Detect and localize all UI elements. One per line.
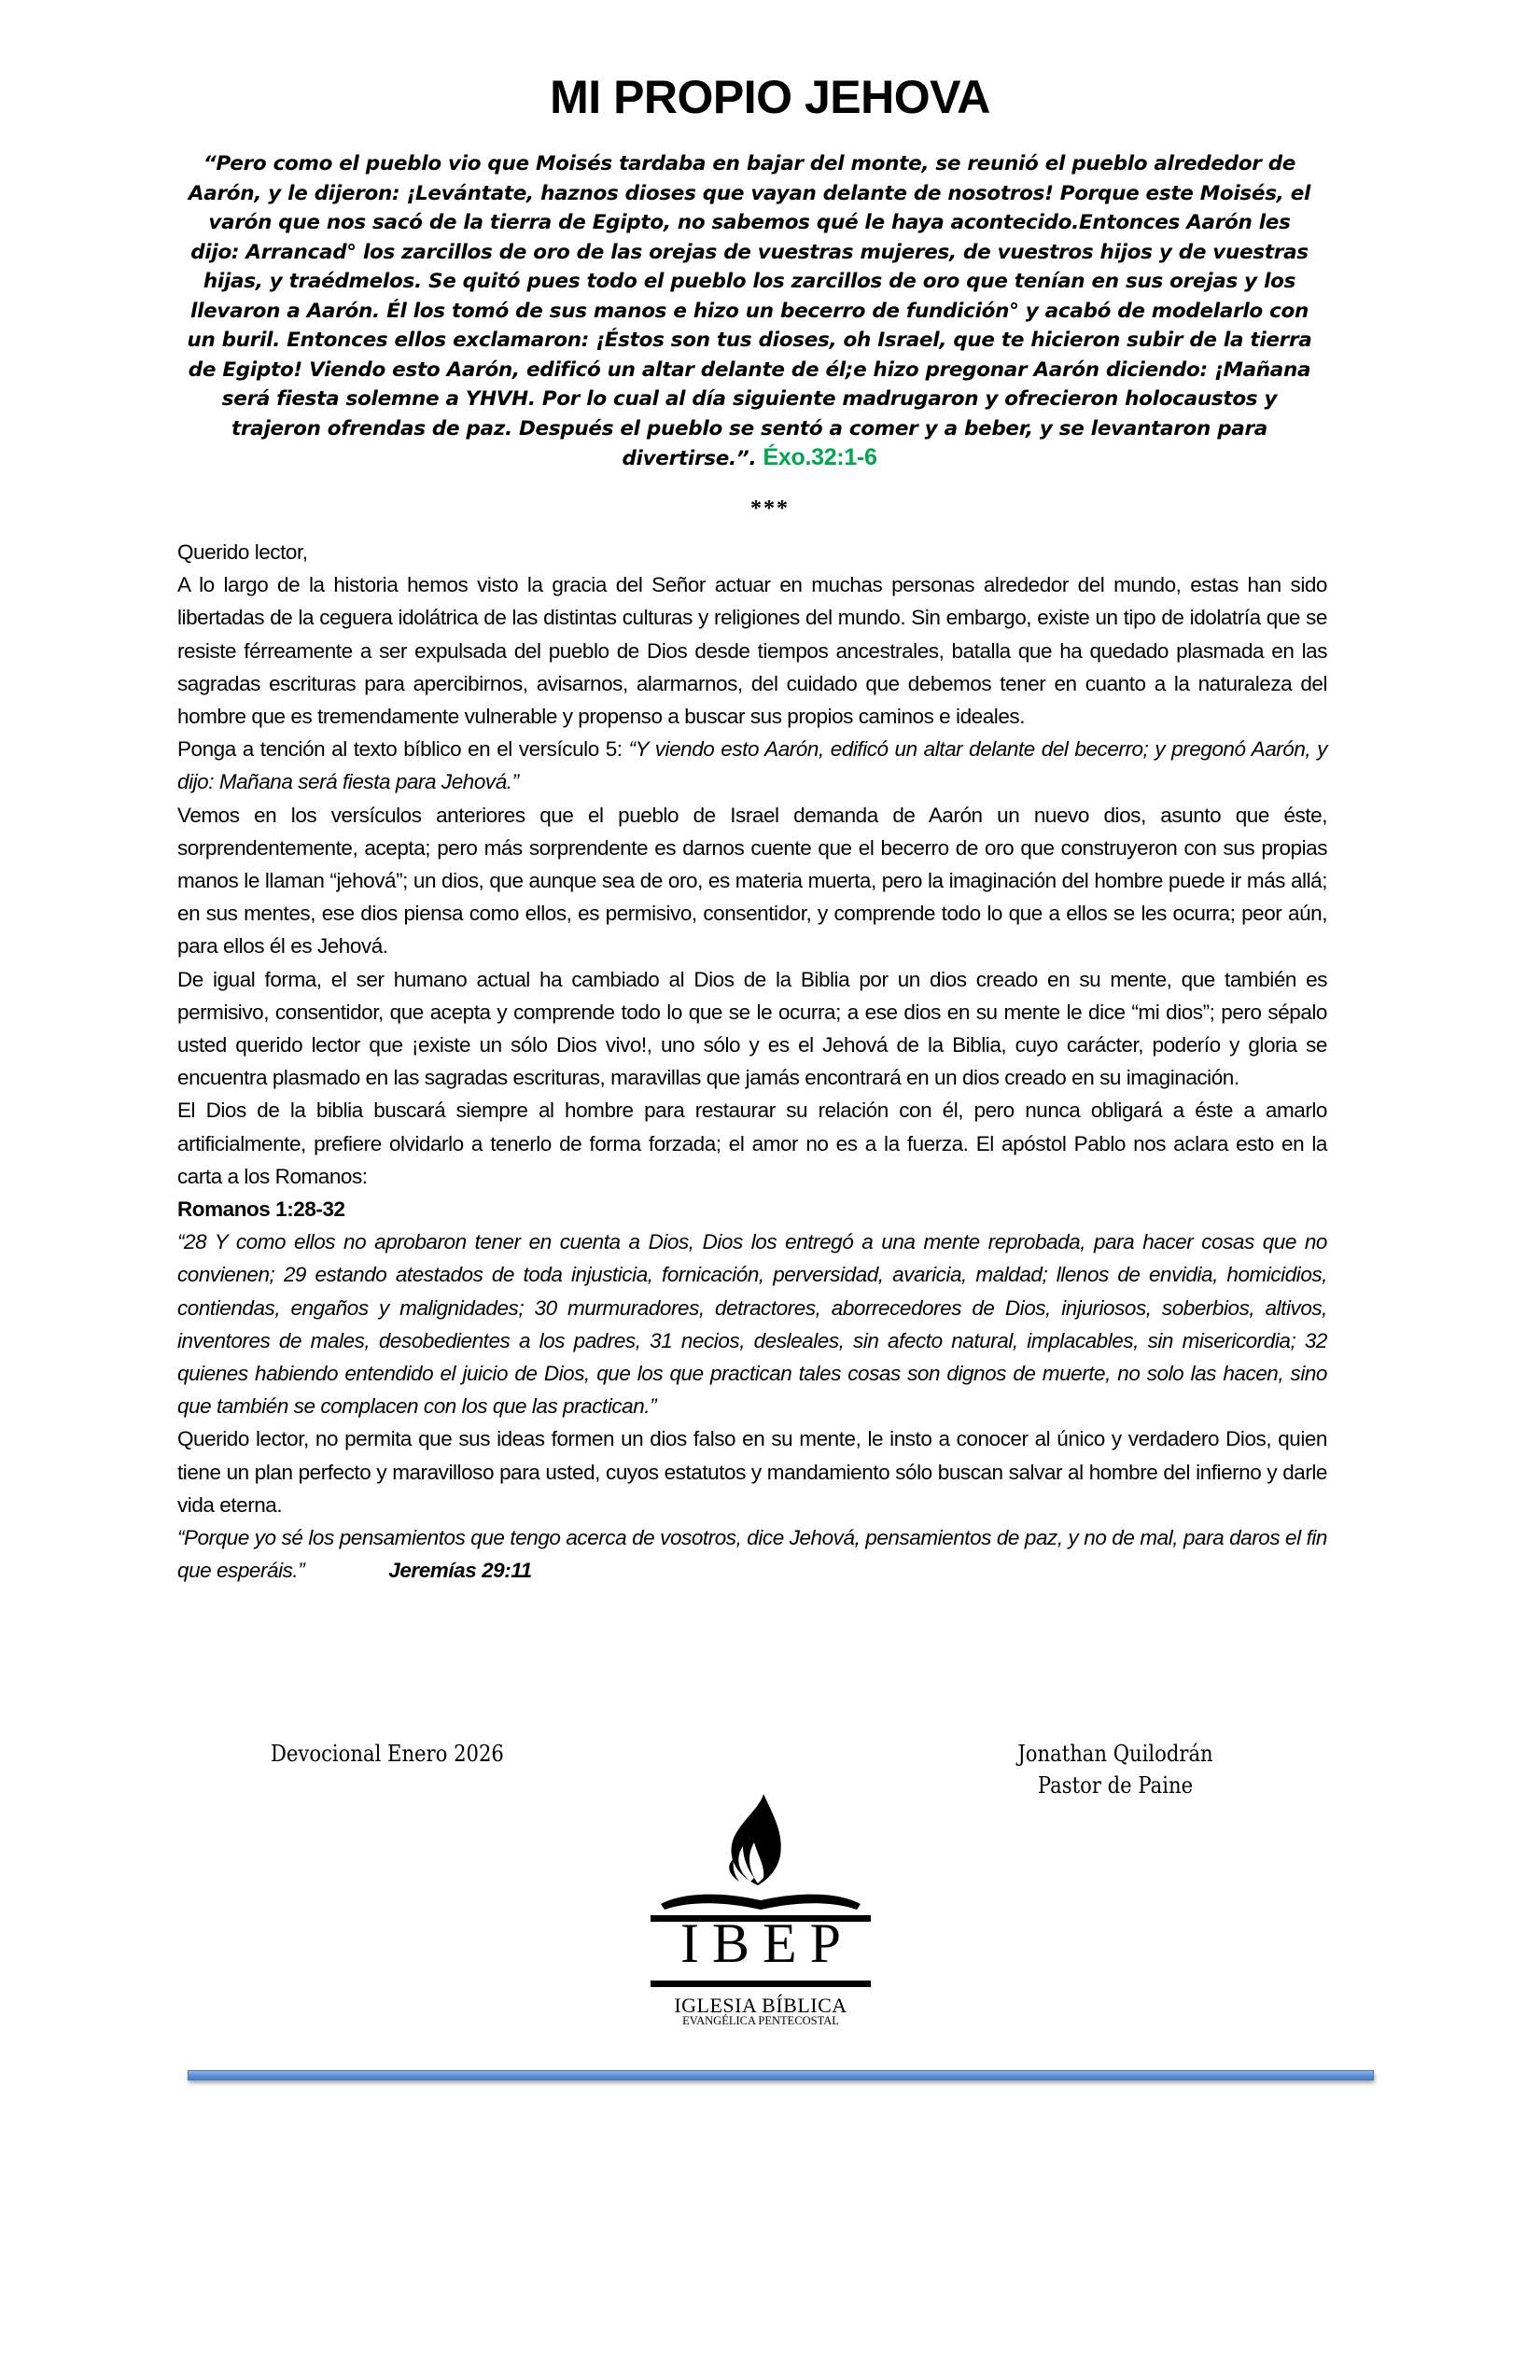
paragraph: A lo largo de la historia hemos visto la gracia del Señor actuar en muchas personas alrededor del mundo, estas han sido libertadas de la ceguera idolátrica de las distintas culturas y religiones del mundo. Sin embargo, existe un tipo de idolatría que se resiste férreamente a ser expulsada del pueblo de Dios desde tiempos ancestrales, batalla que ha quedado plasmada en las sagradas escrituras para apercibirnos, avisarnos, alarmarnos, del cuidado que debemos tener en cuanto a la naturaleza del hombre que es tremendamente vulnerable y propenso a buscar sus propios caminos e ideales.: [177, 573, 1327, 729]
paragraph: Vemos en los versículos anteriores que el pueblo de Israel demanda de Aarón un nuevo dios, asunto que éste, sorprendentemente, acepta; pero más sorprendente es darnos cuente que el becerro de oro que construyeron con sus propias manos le llaman “jehová”; un dios, que aunque sea de oro, es materia muerta, pero la imaginación del hombre puede ir más allá; en sus mentes, ese dios piensa como ellos, es permisivo, consentidor, y comprende todo lo que a ellos se les ocurra; peor aún, para ellos él es Jehová.: [177, 803, 1327, 959]
flame-over-open-book-icon: [644, 1773, 877, 1923]
section-separator: ***: [750, 497, 790, 521]
author-role: Pastor de Paine: [1037, 1772, 1194, 1799]
inline-verse-quote: “Y viendo esto Aarón, edificó un altar delante del becerro; y pregonó Aarón, y dijo: Mañana será fiesta para Jehová.”: [177, 737, 1327, 794]
epigraph-reference: Éxo.32:1-6: [763, 444, 877, 470]
logo-church-name-line2: EVANGÉLICA PENTECOSTAL: [682, 2014, 839, 2027]
page-title: MI PROPIO JEHOVA: [550, 71, 990, 123]
romans-quote: “28 Y como ellos no aprobaron tener en cuenta a Dios, Dios los entregó a una mente reprobada, para hacer cosas que no convienen; 29 estando atestados de toda injusticia, fornicación, perversidad, avaricia, maldad; llenos de envidia, homicidios, contiendas, engaños y malignidades; 30 murmuradores, detractores, aborrecedores de Dios, injuriosos, soberbios, altivos, inventores de males, desobedientes a los padres, 31 necios, desleales, sin afecto natural, implacables, sin misericordia; 32 quienes habiendo entendido el juicio de Dios, que los que practican tales cosas son dignos de muerte, no solo las hacen, sino que también se complacen con los que las practican.”: [177, 1230, 1327, 1419]
jeremiah-reference: Jeremías 29:11: [388, 1559, 532, 1583]
epigraph-text: “Pero como el pueblo vio que Moisés tardaba en bajar del monte, se reunió el pueblo alrededor de Aarón, y le dijeron: ¡Levántate, haznos dioses que vayan delante de nosotros! Porque este Moisés, el varón que nos sacó de la tierra de Egipto, no sabemos qué le haya acontecido.Entonces Aarón les dijo: Arrancad° los zarcillos de oro de las orejas de vuestras mujeres, de vuestros hijos y de vuestras hijas, y traédmelos. Se quitó pues todo el pueblo los zarcillos de oro que tenían en sus orejas y los llevaron a Aarón. Él los tomó de sus manos e hizo un becerro de fundición° y acabó de modelarlo con un buril. Entonces ellos exclamaron: ¡Éstos son tus dioses, oh Israel, que te hicieron subir de la tierra de Egipto! Viendo esto Aarón, edificó un altar delante de él;e hizo pregonar Aarón diciendo: ¡Mañana será fiesta solemne a YHVH. Por lo cual al día siguiente madrugaron y ofrecieron holocaustos y trajeron ofrendas de paz. Después el pueblo se sentó a comer y a beber, y se levantaron para divertirse.”.: [187, 152, 1312, 470]
footer-divider: [188, 2070, 1374, 2080]
author-name: Jonathan Quilodrán: [1017, 1741, 1213, 1767]
romans-reference: Romanos 1:28-32: [177, 1197, 345, 1222]
logo-bottom-bar: [644, 1981, 877, 1990]
author-signature: [992, 1738, 1239, 1801]
body-text: [177, 536, 1327, 1588]
church-logo: [644, 1773, 877, 2025]
jeremiah-text: “Porque yo sé los pensamientos que tengo acerca de vosotros, dice Jehová, pensamientos de paz, y no de mal, para daros el fin que esperáis.”: [177, 1526, 1327, 1583]
logo-acronym: IBEP: [679, 1912, 855, 1974]
jeremiah-quote: [177, 1521, 1327, 1587]
paragraph-verse-5: [177, 733, 1327, 798]
greeting: Querido lector,: [177, 540, 308, 564]
paragraph: Querido lector, no permita que sus ideas formen un dios falso en su mente, le insto a conocer al único y verdadero Dios, quien tiene un plan perfecto y maravilloso para usted, cuyos estatutos y mandamiento sólo buscan salvar al hombre del infierno y darle vida eterna.: [177, 1427, 1327, 1517]
paragraph: El Dios de la biblia buscará siempre al hombre para restaurar su relación con él, pero nunca obligará a éste a amarlo artificialmente, prefiere olvidarlo a tenerlo de forma forzada; el amor no es a la fuerza. El apóstol Pablo nos aclara esto en la carta a los Romanos:: [177, 1099, 1327, 1188]
devotional-date: Devocional Enero 2026: [271, 1741, 504, 1767]
epigraph-quote: [183, 149, 1316, 474]
logo-church-name-line1: IGLESIA BÍBLICA: [674, 1994, 847, 2017]
paragraph: De igual forma, el ser humano actual ha cambiado al Dios de la Biblia por un dios creado en su mente, que también es permisivo, consentidor, que acepta y comprende todo lo que se le ocurra; a ese dios en su mente le dice “mi dios”; pero sépalo usted querido lector que ¡existe un sólo Dios vivo!, uno sólo y es el Jehová de la Biblia, cuyo carácter, poderío y gloria se encuentra plasmado en las sagradas escrituras, maravillas que jamás encontrará en un dios creado en su imaginación.: [177, 967, 1327, 1090]
paragraph-intro: Ponga a tención al texto bíblico en el versículo 5:: [177, 737, 629, 762]
